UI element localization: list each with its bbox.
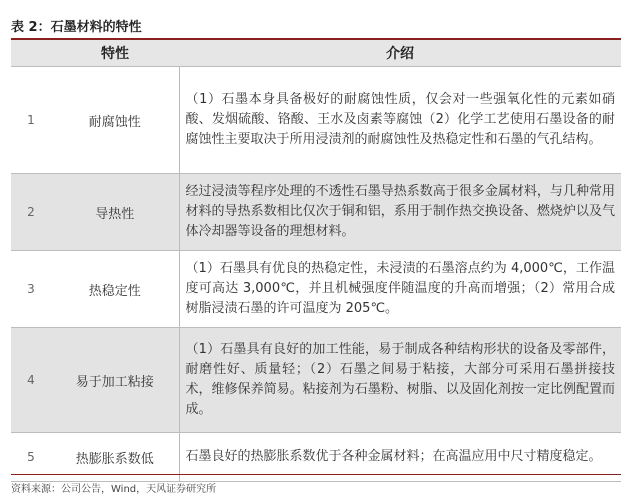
row-property: 热稳定性 [51, 251, 179, 328]
row-index: 5 [11, 433, 51, 482]
row-description: （1）石墨具有优良的热稳定性，未浸渍的石墨溶点约为 4,000℃，工作温度可高达 3,000℃，并且机械强度伴随温度的升高而增强；（2）常用合成树脂浸渍石墨的许可温度为 205℃。 [179, 251, 621, 328]
row-description: （1）石墨具有良好的加工性能，易于制成各种结构形状的设备及零部件，耐磨性好、质量轻；（2）石墨之间易于粘接，大部分可采用石墨拼接技术，维修保养简易。粘接剂为石墨粉、树脂、以及固化剂按一定比例配置而成。 [179, 328, 621, 433]
row-index: 1 [11, 67, 51, 174]
row-index: 3 [11, 251, 51, 328]
table-caption: 表 2：石墨材料的特性 [11, 20, 142, 35]
source-note: 资料来源：公司公告，Wind，天风证券研究所 [11, 484, 217, 495]
header-description: 介绍 [179, 40, 621, 67]
table-row [11, 251, 621, 328]
properties-table [11, 40, 621, 482]
table-row [11, 67, 621, 174]
table-header-row [11, 40, 621, 67]
row-description: （1）石墨本身具备极好的耐腐蚀性质，仅会对一些强氧化性的元素如硝酸、发烟硫酸、铬酸、王水及卤素等腐蚀（2）化学工艺使用石墨设备的耐腐蚀性主要取决于所用浸渍剂的耐腐蚀性及热稳定性和石墨的气孔结构。 [179, 67, 621, 174]
table-row [11, 174, 621, 251]
row-description: 经过浸渍等程序处理的不透性石墨导热系数高于很多金属材料，与几种常用材料的导热系数相比仅次于铜和铝，系用于制作热交换设备、燃烧炉以及气体冷却器等设备的理想材料。 [179, 174, 621, 251]
bottom-rule [11, 474, 621, 475]
row-description: 石墨良好的热膨胀系数优于各种金属材料；在高温应用中尺寸精度稳定。 [179, 433, 621, 482]
row-property: 耐腐蚀性 [51, 67, 179, 174]
row-index: 4 [11, 328, 51, 433]
row-property: 易于加工粘接 [51, 328, 179, 433]
table-row [11, 328, 621, 433]
header-index [11, 40, 51, 67]
properties-table-container [11, 40, 621, 482]
row-index: 2 [11, 174, 51, 251]
header-property: 特性 [51, 40, 179, 67]
row-property: 热膨胀系数低 [51, 433, 179, 482]
row-property: 导热性 [51, 174, 179, 251]
